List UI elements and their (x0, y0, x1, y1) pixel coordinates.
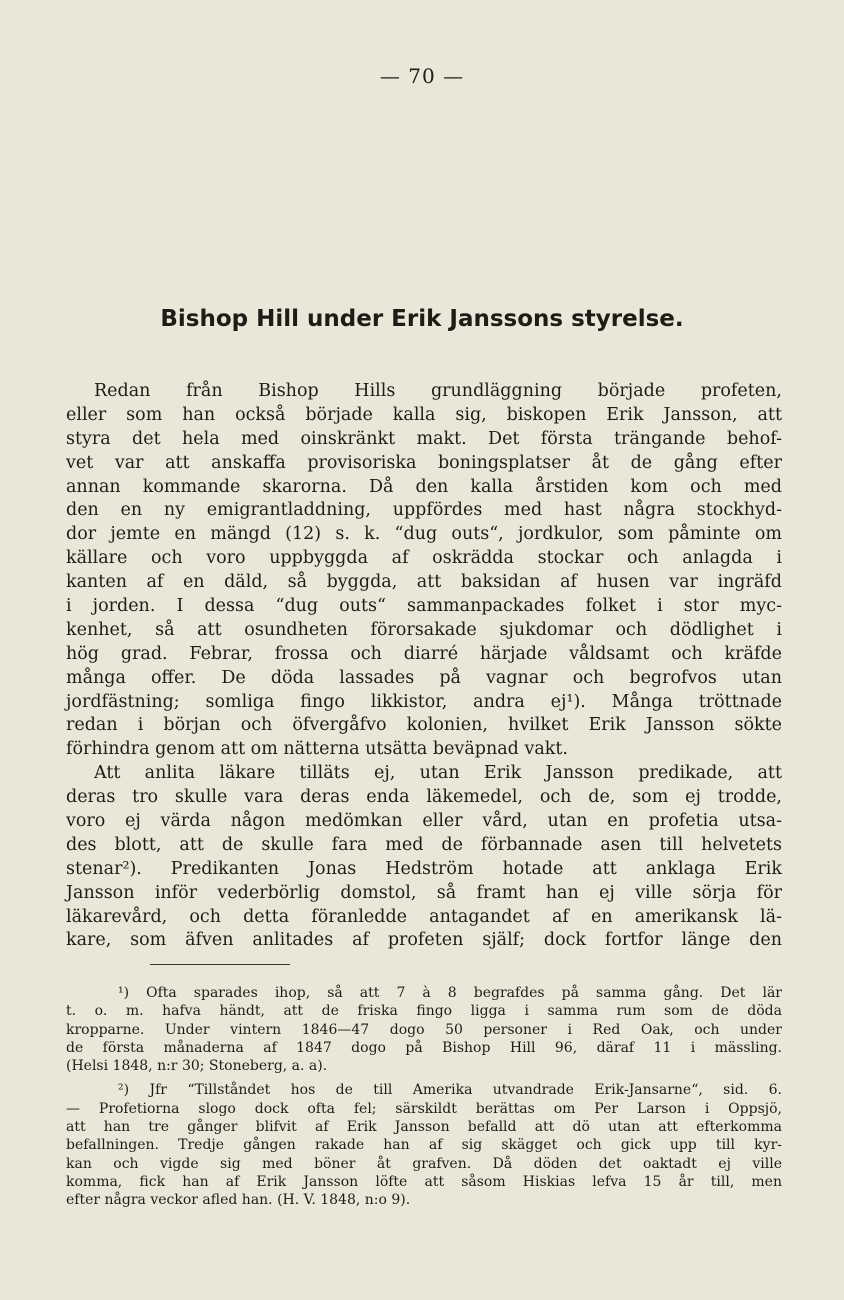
text-line: den en ny emigrantladdning, uppfördes med hast några stockhyd- (66, 500, 782, 521)
footnote-line: kan och vigde sig med böner åt grafven. Då döden det oaktadt ej ville (66, 1155, 782, 1172)
text-line: des blott, att de skulle fara med de förbannade asen till helvetets (66, 834, 782, 855)
text-line: Jansson inför vederbörlig domstol, så framt han ej ville sörja för (66, 882, 782, 903)
footnote-line: befallningen. Tredje gången rakade han af sig skägget och gick upp till kyr- (66, 1137, 782, 1154)
text-line: deras tro skulle vara deras enda läkemedel, och de, som ej trodde, (66, 787, 782, 808)
footnote-line: (Helsi 1848, n:r 30; Stoneberg, a. a). (66, 1058, 328, 1075)
text-line: kare, som äfven anlitades af profeten själf; dock fortfor länge den (66, 930, 782, 951)
chapter-title: Bishop Hill under Erik Janssons styrelse. (160, 306, 684, 332)
text-line: eller som han också började kalla sig, biskopen Erik Jansson, att (66, 404, 782, 425)
text-line: styra det hela med oinskränkt makt. Det första trängande behof- (66, 428, 782, 449)
text-line: förhindra genom att om nätterna utsätta beväpnad vakt. (66, 739, 568, 760)
text-line: stenar²). Predikanten Jonas Hedström hotade att anklaga Erik (66, 858, 782, 879)
text-line: i jorden. I dessa “dug outs“ sammanpackades folket i stor myc- (66, 596, 782, 617)
text-line: Att anlita läkare tilläts ej, utan Erik Jansson predikade, att (94, 763, 782, 784)
footnote-line: — Profetiorna slogo dock ofta fel; särskildt berättas om Per Larson i Oppsjö, (66, 1100, 782, 1117)
text-line: läkarevård, och detta föranledde antagandet af en amerikansk lä- (66, 906, 782, 927)
footnote-line: t. o. m. hafva händt, att de friska fingo ligga i samma rum som de döda (66, 1003, 782, 1020)
text-line: kanten af en däld, så byggda, att baksidan af husen var ingräfd (66, 572, 782, 593)
text-line: jordfästning; somliga fingo likkistor, andra ej¹). Många tröttnade (66, 691, 782, 712)
footnotes (66, 984, 782, 1210)
text-line: dor jemte en mängd (12) s. k. “dug outs“, jordkulor, som påminte om (66, 524, 782, 545)
body-text (66, 380, 782, 953)
footnote-line: de första månaderna af 1847 dogo på Bishop Hill 96, däraf 11 i mässling. (66, 1039, 782, 1056)
text-line: redan i början och öfvergåfvo kolonien, hvilket Erik Jansson sökte (66, 715, 782, 736)
footnote-line: kropparne. Under vintern 1846—47 dogo 50 personer i Red Oak, och under (66, 1021, 782, 1038)
text-line: vet var att anskaffa provisoriska boningsplatser åt de gång efter (66, 452, 782, 473)
footnote-line: ²) Jfr “Tillståndet hos de till Amerika utvandrade Erik-Jansarne“, sid. 6. (118, 1082, 782, 1099)
footnote-line: ¹) Ofta sparades ihop, så att 7 à 8 begrafdes på samma gång. Det lär (118, 985, 782, 1001)
footnote-line: att han tre gånger blifvit af Erik Jansson befalld att dö utan att efterkomma (66, 1119, 782, 1136)
text-line: annan kommande skarorna. Då den kalla årstiden kom och med (66, 476, 782, 497)
text-line: voro ej värda någon medömkan eller vård, utan en profetia utsa- (66, 811, 782, 832)
text-line: många offer. De döda lassades på vagnar och begrofvos utan (66, 667, 782, 688)
text-line: hög grad. Febrar, frossa och diarré härjade våldsamt och kräfde (66, 643, 782, 664)
footnote-line: komma, fick han af Erik Jansson löfte att såsom Hiskias lefva 15 år till, men (66, 1173, 782, 1190)
text-line: källare och voro uppbyggda af oskrädda stockar och anlagda i (66, 548, 782, 569)
footnote-line: efter några veckor afled han. (H. V. 1848, n:o 9). (66, 1192, 411, 1209)
page-number: — 70 — (379, 64, 465, 88)
text-line: kenhet, så att osundheten förorsakade sjukdomar och dödlighet i (66, 619, 782, 640)
footnote-divider (150, 964, 290, 965)
text-line: Redan från Bishop Hills grundläggning började profeten, (94, 381, 782, 401)
